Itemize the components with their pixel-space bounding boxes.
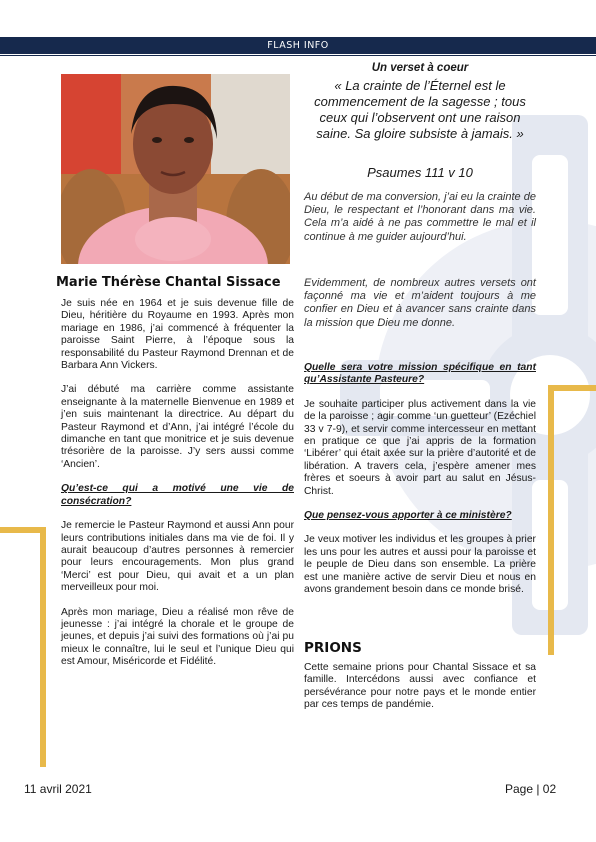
person-name: Marie Thérèse Chantal Sissace: [56, 275, 281, 290]
left-column: [61, 298, 294, 681]
prions-heading: PRIONS: [304, 640, 362, 656]
question-motivation: Qu’est-ce qui a motivé une vie de consécration?: [61, 483, 294, 507]
bio-paragraph-2: J’ai débuté ma carrière comme assistante enseignante à la maternelle Bienvenue en 1989 et j’en suis maintenant la directrice. Au départ du Pasteur Raymond et d’Ann, j’ai intégré l’école du dimanche en tant que monitrice et je suis devenue trésorière de la paroisse. J’y sers aussi comme ‘Ancien’.: [61, 384, 294, 470]
verse-title: Un verset à coeur: [371, 62, 469, 74]
right-column: [304, 362, 536, 609]
question-ministry: Que pensez-vous apporter à ce ministère?: [304, 510, 512, 522]
intro-paragraph-2: Evidemment, de nombreux autres versets ont façonné ma vie et m’aident toujours à me confier en Dieu et à avancer sans crainte dans la mission que Dieu me donne.: [304, 277, 536, 329]
portrait-photo: [61, 74, 290, 264]
gold-frame-right: [548, 385, 596, 655]
bio-paragraph-1: Je suis née en 1964 et je suis devenue fille de Dieu, héritière du Royaume en 1993. Après mon mariage en 1986, j’ai commencé à fréquenter la paroisse Saint Pierre, à l’époque sous la responsabilité du Pasteur Raymond Drennan et de Barbara Ann Vickers.: [61, 298, 294, 372]
footer-page-number: Page | 02: [505, 782, 557, 796]
ministry-answer: Je veux motiver les individus et les groupes à prier les uns pour les autres et aussi pour la paroisse et le peuple de Dieu dans son ensemble. La prière est une manière active de servir Dieu et nous en avons grandement besoin dans ce monde brisé.: [304, 534, 536, 596]
verse-reference: Psaumes 111 v 10: [367, 165, 473, 180]
answer-paragraph-2: Après mon mariage, Dieu a réalisé mon rêve de jeunesse : j’ai intégré la chorale et le groupe de jeunes, et depuis j’ai suivi des formations où j’ai pu mieux le connaître, lui le seul et l’unique Dieu qui est Amour, Miséricorde et Fidélité.: [61, 606, 294, 668]
verse-text: « La crainte de l’Éternel est le commencement de la sagesse ; tous ceux qui l’observent ont une raison saine. Sa gloire subsiste à jamais. »: [314, 78, 526, 141]
banner-rule: [0, 55, 596, 56]
prions-text: Cette semaine prions pour Chantal Sissace et sa famille. Intercédons aussi avec confiance et persévérance pour notre pays et le monde entier par ces temps de pandémie.: [304, 662, 536, 711]
intro-paragraph-1: Au début de ma conversion, j’ai eu la crainte de Dieu, le respectant et l’honorant dans ma vie. Cela m’a aidé à ne pas commettre le mal et il continue à me guider aujourd’hui.: [304, 191, 536, 243]
answer-paragraph-1: Je remercie le Pasteur Raymond et aussi Ann pour leurs contributions initiales dans ma vie de foi. Il y aurait beaucoup d’autres personnes à remercier pour leurs encouragements. Mon plus grand ‘Merci’ est pour Dieu, qui avait et a un plan merveilleux pour moi.: [61, 520, 294, 594]
flash-info-banner: FLASH INFO: [0, 37, 596, 54]
footer-date: 11 avril 2021: [24, 782, 92, 796]
mission-answer: Je souhaite participer plus activement dans la vie de la paroisse ; agir comme ‘un guetteur’ (Ezéchiel 33 v 7-9), et servir comme intercesseur en mettant en pratique ce que j’ai appris de la formation ‘Libérer’ qui était axée sur la prière d’autorité et de libération. A travers cela, j’espère amener mes frères et soeurs à avoir part au salut en Jésus-Christ.: [304, 398, 536, 497]
question-mission: Quelle sera votre mission spécifique en tant qu’Assistante Pasteure?: [304, 362, 536, 386]
gold-frame-left: [0, 527, 46, 767]
